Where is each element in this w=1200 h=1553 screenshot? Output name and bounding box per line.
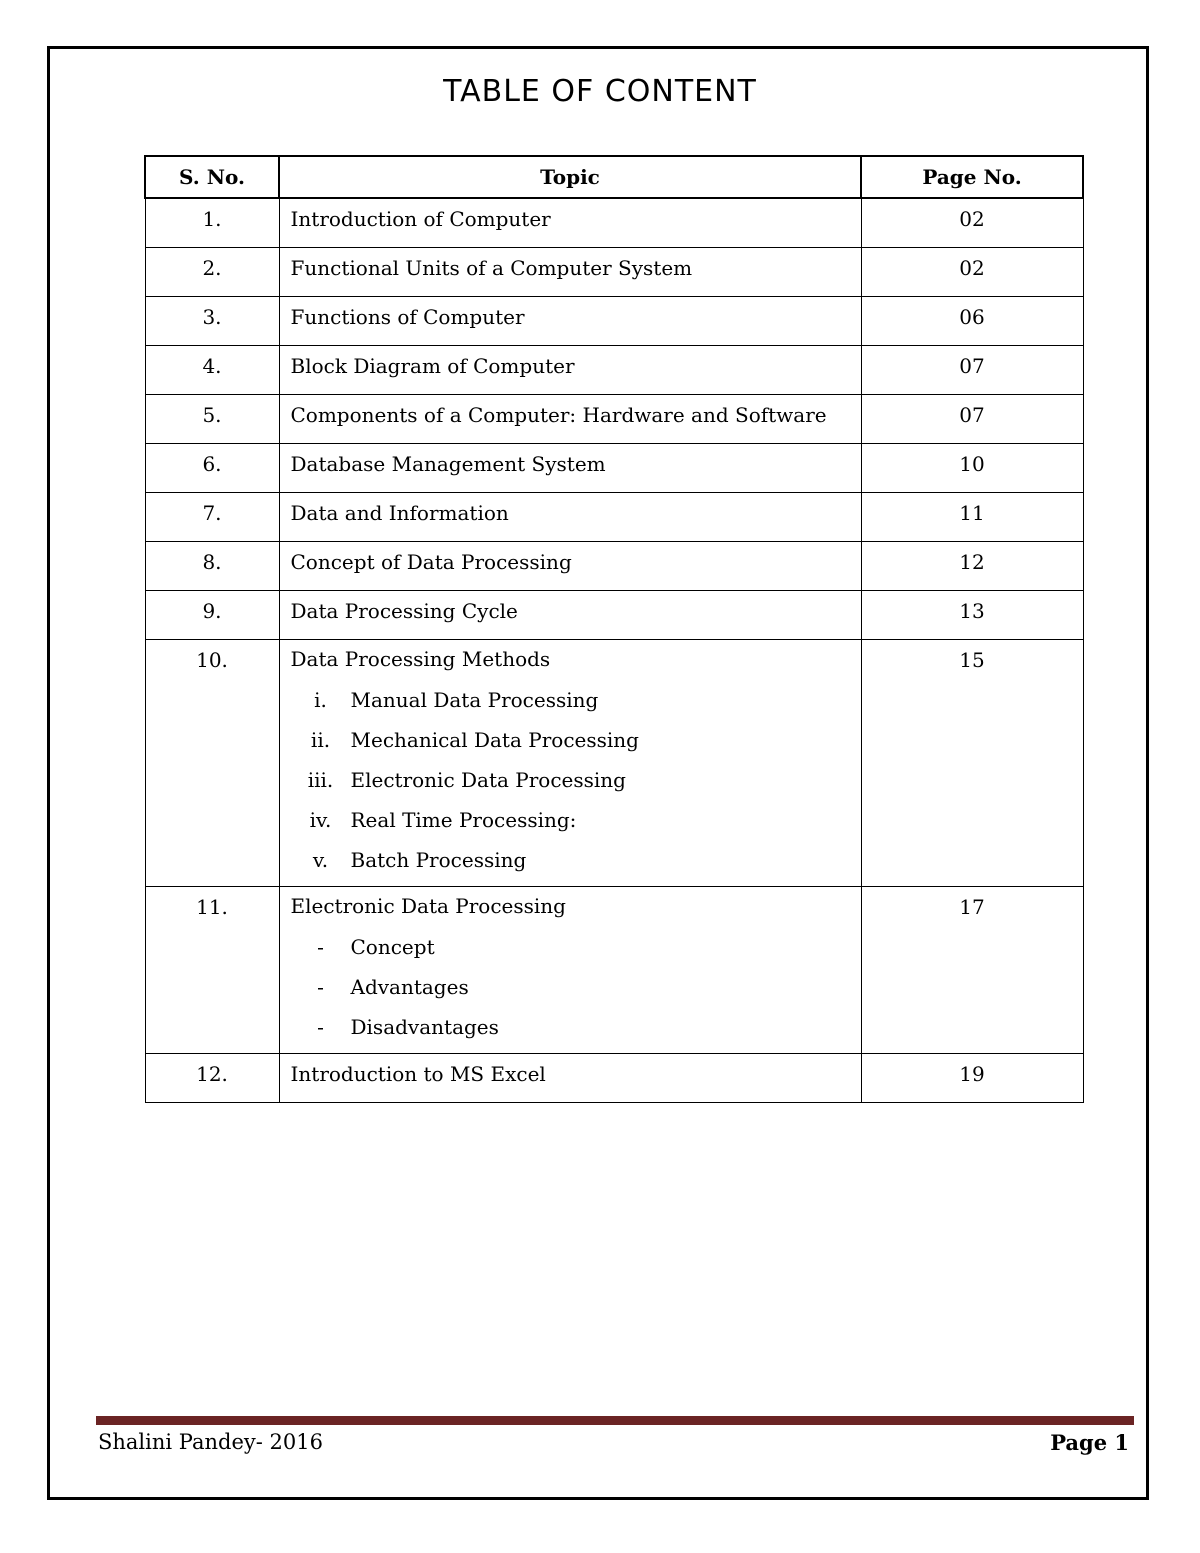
row-sno: 7. <box>145 493 279 542</box>
toc-table <box>144 155 1084 1103</box>
subtopic-text: Disadvantages <box>350 1015 499 1039</box>
row-topic: Data Processing Cycle <box>279 591 861 640</box>
row-page: 19 <box>861 1054 1083 1103</box>
row-topic: Introduction to MS Excel <box>279 1054 861 1103</box>
subtopic-text: Mechanical Data Processing <box>350 728 639 752</box>
row-sno: 5. <box>145 395 279 444</box>
subtopic-text: Batch Processing <box>350 848 527 872</box>
row-sno: 2. <box>145 248 279 297</box>
subtopic-text: Advantages <box>350 975 469 999</box>
row-topic: Data Processing Methods <box>290 647 551 671</box>
row-sno: 11. <box>145 887 279 1054</box>
table-row <box>145 591 1083 640</box>
row-topic: Data and Information <box>279 493 861 542</box>
page-title: TABLE OF CONTENT <box>443 74 757 109</box>
list-marker: ii. <box>310 728 331 752</box>
list-item <box>291 927 861 967</box>
row-page: 02 <box>861 198 1083 248</box>
row-page: 17 <box>861 887 1083 1054</box>
row-topic: Electronic Data Processing <box>290 894 566 918</box>
list-item <box>291 967 861 1007</box>
row-topic: Concept of Data Processing <box>279 542 861 591</box>
list-item <box>291 760 861 800</box>
row-page: 06 <box>861 297 1083 346</box>
table-row <box>145 346 1083 395</box>
table-row <box>145 1054 1083 1103</box>
subtopic-text: Electronic Data Processing <box>350 768 626 792</box>
header-sno: S. No. <box>145 156 279 198</box>
footer-rule <box>96 1416 1134 1425</box>
list-marker: i. <box>314 688 327 712</box>
row-page: 13 <box>861 591 1083 640</box>
table-row <box>145 297 1083 346</box>
subtopic-text: Concept <box>350 935 435 959</box>
header-page: Page No. <box>861 156 1083 198</box>
row-page: 10 <box>861 444 1083 493</box>
row-page: 07 <box>861 346 1083 395</box>
row-sno: 6. <box>145 444 279 493</box>
row-sno: 3. <box>145 297 279 346</box>
row-page: 07 <box>861 395 1083 444</box>
row-topic-group <box>279 640 861 887</box>
table-row <box>145 542 1083 591</box>
row-sno: 8. <box>145 542 279 591</box>
list-marker: - <box>317 1015 324 1039</box>
table-row <box>145 248 1083 297</box>
table-row <box>145 444 1083 493</box>
row-topic: Database Management System <box>279 444 861 493</box>
row-sno: 10. <box>145 640 279 887</box>
row-topic: Components of a Computer: Hardware and Software <box>279 395 861 444</box>
row-topic-group <box>279 887 861 1054</box>
list-item <box>291 680 861 720</box>
row-sno: 4. <box>145 346 279 395</box>
row-page: 02 <box>861 248 1083 297</box>
row-sno: 12. <box>145 1054 279 1103</box>
subtopic-list <box>291 927 861 1047</box>
list-item <box>291 840 861 880</box>
list-item <box>291 1007 861 1047</box>
table-row <box>145 640 1083 887</box>
table-row <box>145 887 1083 1054</box>
toc-header-row <box>145 156 1083 198</box>
subtopic-text: Real Time Processing: <box>350 808 577 832</box>
row-topic: Block Diagram of Computer <box>279 346 861 395</box>
footer-author: Shalini Pandey- 2016 <box>98 1430 323 1454</box>
row-topic: Functions of Computer <box>279 297 861 346</box>
row-page: 15 <box>861 640 1083 887</box>
subtopic-text: Manual Data Processing <box>350 688 599 712</box>
list-item <box>291 800 861 840</box>
row-topic: Functional Units of a Computer System <box>279 248 861 297</box>
footer-page-number: Page 1 <box>1050 1430 1129 1455</box>
list-marker: - <box>317 935 324 959</box>
list-item <box>291 720 861 760</box>
subtopic-list <box>291 680 861 880</box>
table-row <box>145 395 1083 444</box>
row-sno: 9. <box>145 591 279 640</box>
list-marker: iii. <box>307 768 334 792</box>
row-sno: 1. <box>145 198 279 248</box>
list-marker: - <box>317 975 324 999</box>
table-row <box>145 493 1083 542</box>
table-row <box>145 198 1083 248</box>
row-page: 12 <box>861 542 1083 591</box>
row-page: 11 <box>861 493 1083 542</box>
list-marker: iv. <box>309 808 332 832</box>
header-topic: Topic <box>279 156 861 198</box>
row-topic: Introduction of Computer <box>279 198 861 248</box>
list-marker: v. <box>312 848 329 872</box>
